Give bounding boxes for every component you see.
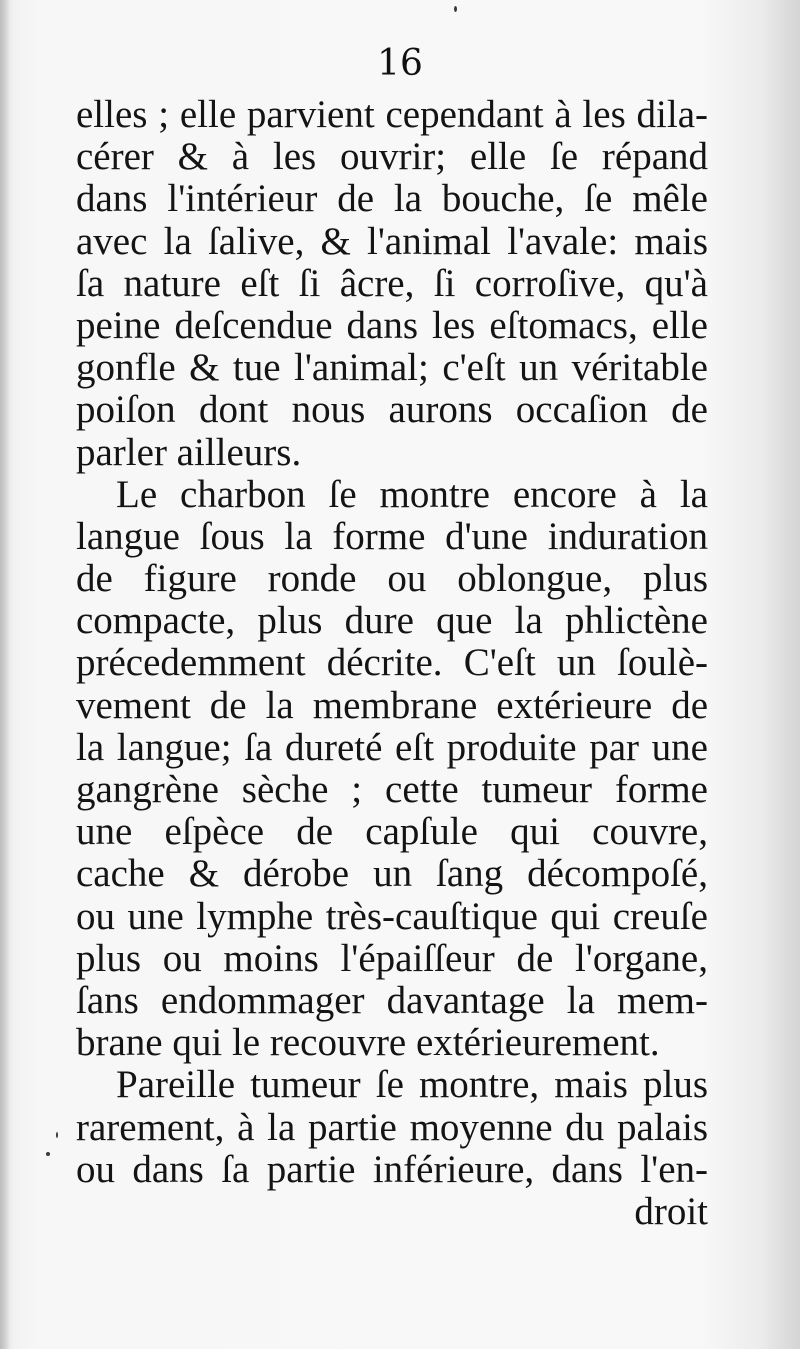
ink-speck [46,1152,50,1156]
text-line: gonfle & tue l'animal; c'eſt un véritable [76,346,708,390]
text-line: langue ſous la forme d'une induration [76,514,708,558]
text-line: plus ou moins l'épaiſſeur de l'organe, [76,936,708,980]
text-line: de figure ronde ou oblongue, plus [76,557,708,601]
ink-speck [454,6,457,12]
text-line: elles ; elle parvient cependant à les dila- [76,93,708,136]
ink-speck [56,1132,58,1138]
text-line: cérer & à les ouvrir; elle ſe répand [76,135,708,179]
text-line: vement de la membrane extérieure de [76,683,708,727]
text-line: avec la ſalive, & l'animal l'avale: mais [76,219,708,263]
text-line: peine deſcendue dans les eſtomacs, elle [76,303,708,347]
text-line: parler ailleurs. [76,430,302,474]
text-line: Le charbon ſe montre encore à la [116,472,708,516]
text-line: ſa nature eſt ſi âcre, ſi corroſive, qu'à [76,261,708,305]
text-line: une eſpèce de capſule qui couvre, [76,810,708,854]
text-line: poiſon dont nous aurons occaſion de [76,388,708,432]
text-line: gangrène sèche ; cette tumeur forme [76,768,708,811]
text-line: Pareille tumeur ſe montre, mais plus [116,1063,708,1107]
text-line: la langue; ſa dureté eſt produite par une [76,725,708,769]
text-line: ſans endommager davantage la mem- [76,978,708,1022]
text-line: rarement, à la partie moyenne du palais [76,1105,708,1149]
page-gutter-shadow [0,0,10,1349]
text-line: précedemment décrite. C'eſt un ſoulè- [76,641,708,685]
text-line: dans l'intérieur de la bouche, ſe mêle [76,177,708,221]
catchword: droit [634,1189,708,1233]
text-line: compacte, plus dure que la phlictène [76,599,708,643]
text-line: brane qui le recouvre extérieurement. [76,1021,660,1065]
text-line: cache & dérobe un ſang décompoſé, [76,852,708,896]
body-text [76,94,708,1233]
page-number: 16 [377,43,423,84]
text-line: ou dans ſa partie inférieure, dans l'en- [76,1147,708,1191]
text-line: ou une lymphe très-cauſtique qui creuſe [76,894,708,938]
